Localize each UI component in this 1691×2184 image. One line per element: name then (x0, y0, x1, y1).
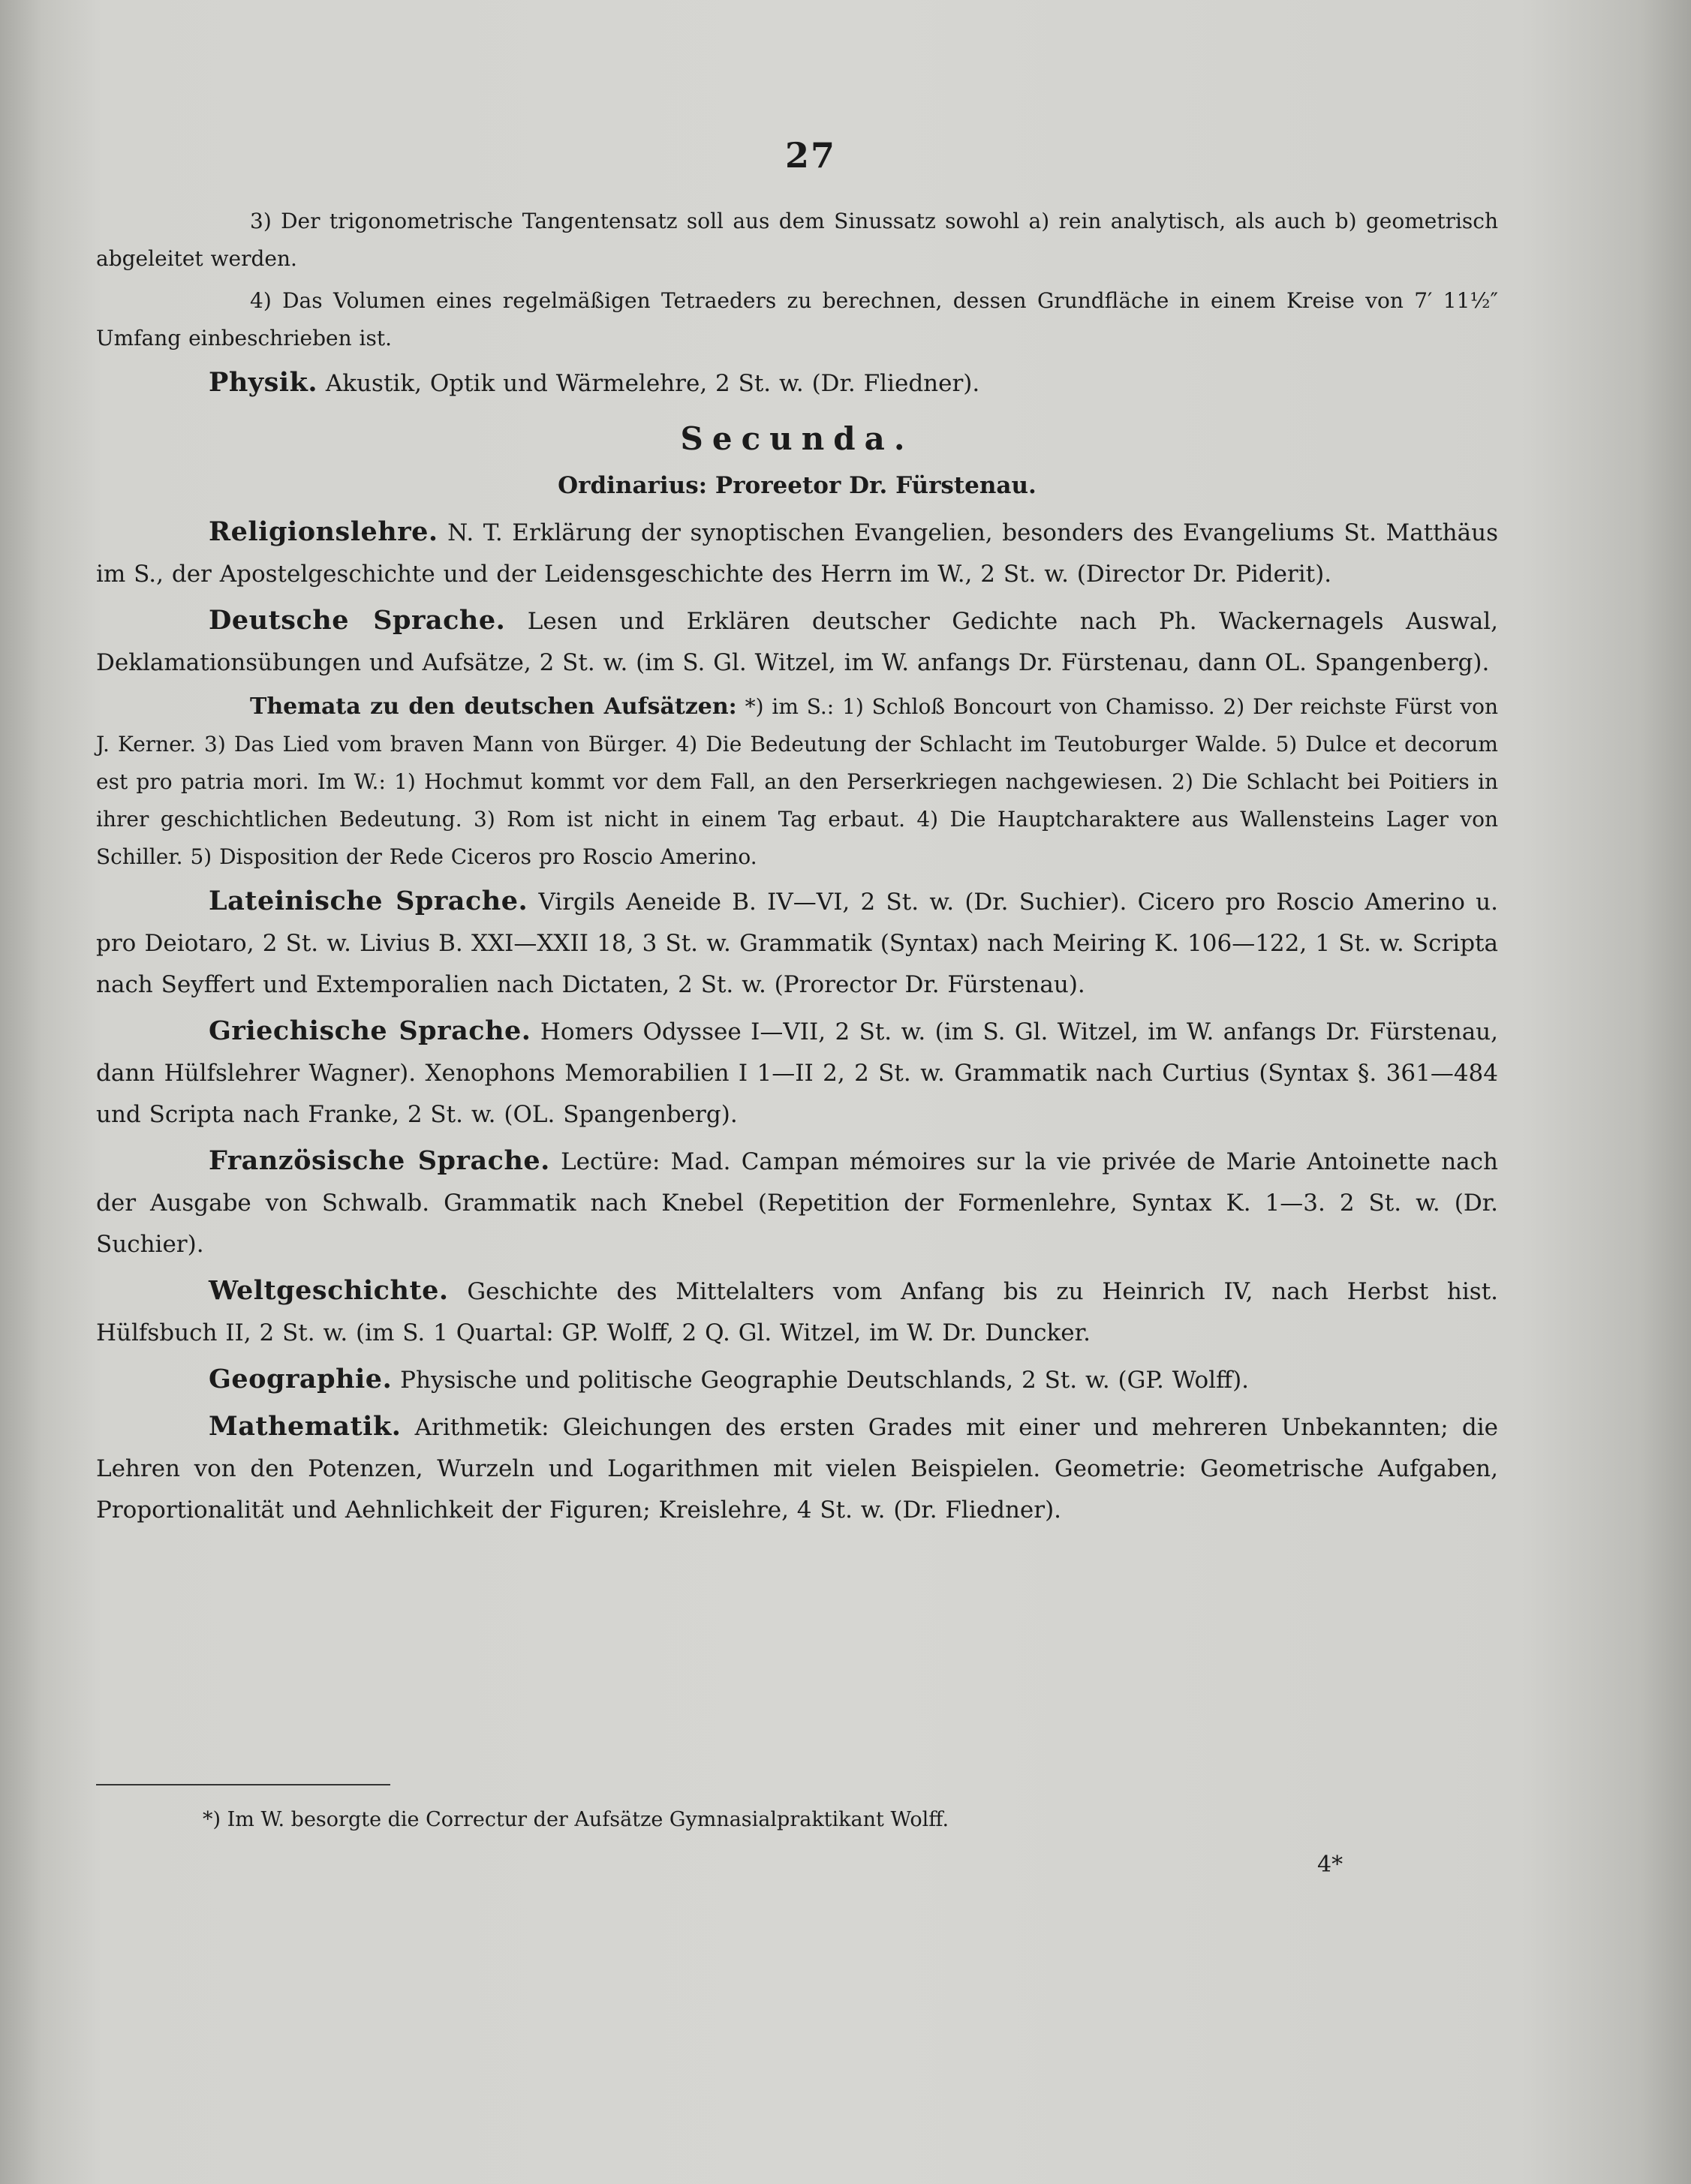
subject-label: Mathematik. (209, 1411, 402, 1442)
themata-paragraph (96, 688, 1498, 876)
subject-text: Geschichte des Mittelalters vom Anfang bis zu Heinrich IV, nach Herbst hist. Hülfsbuch II, 2 St. w. (im S. 1 Quartal: GP. Wolff, 2 Q. Gl. Witzel, im W. Dr. Duncker. (96, 1278, 1499, 1346)
section-title: Secunda. (680, 420, 914, 457)
subject-label: Französische Sprache. (209, 1145, 550, 1176)
ordinarius-line: Ordinarius: Proreetor Dr. Fürstenau. (558, 472, 1037, 499)
subject-label: Weltgeschichte. (209, 1275, 449, 1306)
subject-text: Lectüre: Mad. Campan mémoires sur la vie privée de Marie Antoinette nach der Ausgabe von Schwalb. Grammatik nach Knebel (Repetition der Formenlehre, Syntax K. 1—3. 2 St. w. (Dr. Suchier). (96, 1148, 1498, 1258)
subject-deutsche-sprache (96, 600, 1498, 684)
subject-mathematik (96, 1406, 1498, 1531)
page-content (96, 203, 1498, 1536)
subject-label: Religionslehre. (209, 516, 438, 547)
subject-franzoesische-sprache (96, 1140, 1498, 1265)
subject-text: Lesen und Erklären deutscher Gedichte nach Ph. Wackernagels Auswal, Deklamationsübungen und Aufsätze, 2 St. w. (im S. Gl. Witzel, im W. anfangs Dr. Fürstenau, dann OL. Spangenberg). (96, 608, 1498, 676)
subject-text: Arithmetik: Gleichungen des ersten Grades mit einer und mehreren Unbekannten; die Lehren von den Potenzen, Wurzeln und Logarithmen mit vielen Beispielen. Geometrie: Geometrische Aufgaben, Proportionalität und Aehnlichkeit der Figuren; Kreislehre, 4 St. w. (Dr. Fliedner). (96, 1414, 1498, 1524)
subject-label: Griechische Sprache. (209, 1015, 531, 1046)
physik-label: Physik. (209, 367, 318, 398)
subject-lateinische-sprache (96, 880, 1498, 1006)
subject-label: Geographie. (209, 1364, 393, 1394)
physik-text: Akustik, Optik und Wärmelehre, 2 St. w. (Dr. Fliedner). (325, 370, 980, 397)
footnote: *) Im W. besorgte die Correctur der Aufsätze Gymnasialpraktikant Wolff. (203, 1808, 949, 1831)
subject-text: Homers Odyssee I—VII, 2 St. w. (im S. Gl. Witzel, im W. anfangs Dr. Fürstenau, dann Hülfslehrer Wagner). Xenophons Memorabilien I 1—II 2, 2 St. w. Grammatik nach Curtius (Syntax §. 361—484 und Scripta nach Franke, 2 St. w. (OL. Spangenberg). (96, 1018, 1498, 1128)
subject-griechische-sprache (96, 1010, 1498, 1136)
subject-weltgeschichte (96, 1270, 1498, 1354)
geometry-item-3: 3) Der trigonometrische Tangentensatz soll aus dem Sinussatz sowohl a) rein analytisch, als auch b) geometrisch abgeleitet werden. (96, 209, 1498, 271)
subject-text: Physische und politische Geographie Deutschlands, 2 St. w. (GP. Wolff). (400, 1367, 1250, 1394)
subject-text: Virgils Aeneide B. IV—VI, 2 St. w. (Dr. Suchier). Cicero pro Roscio Amerino u. pro Deiotaro, 2 St. w. Livius B. XXI—XXII 18, 3 St. w. Grammatik (Syntax) nach Meiring K. 106—122, 1 St. w. Scripta nach Seyffert und Extemporalien nach Dictaten, 2 St. w. (Prorector Dr. Fürstenau). (96, 889, 1498, 998)
themata-label: Themata zu den deutschen Aufsätzen: (250, 693, 737, 720)
geometry-item-4: 4) Das Volumen eines regelmäßigen Tetraeders zu berechnen, dessen Grundfläche in einem Kreise von 7′ 11½″ Umfang einbeschrieben ist. (96, 288, 1498, 350)
subject-label: Lateinische Sprache. (209, 886, 528, 916)
signature-mark: 4* (1317, 1852, 1343, 1878)
subject-text: N. T. Erklärung der synoptischen Evangelien, besonders des Evangeliums St. Matthäus im S., der Apostelgeschichte und der Leidensgeschichte des Herrn im W., 2 St. w. (Director Dr. Piderit). (96, 519, 1498, 588)
page-number: 27 (784, 135, 836, 176)
subject-label: Deutsche Sprache. (209, 605, 506, 636)
subject-geographie (96, 1358, 1498, 1401)
subject-religionslehre (96, 511, 1498, 595)
themata-text: *) im S.: 1) Schloß Boncourt von Chamisso. 2) Der reichste Fürst von J. Kerner. 3) Das Lied vom braven Mann von Bürger. 4) Die Bedeutung der Schlacht im Teutoburger Walde. 5) Dulce et decorum est pro patria mori. Im W.: 1) Hochmut kommt vor dem Fall, an den Perserkriegen nachgewiesen. 2) Die Schlacht bei Poitiers in ihrer geschichtlichen Bedeutung. 3) Rom ist nicht in einem Tag erbaut. 4) Die Hauptcharaktere aus Wallensteins Lager von Schiller. 5) Disposition der Rede Ciceros pro Roscio Amerino. (96, 694, 1498, 869)
footnote-divider (96, 1784, 390, 1785)
physik-paragraph (96, 362, 1498, 405)
